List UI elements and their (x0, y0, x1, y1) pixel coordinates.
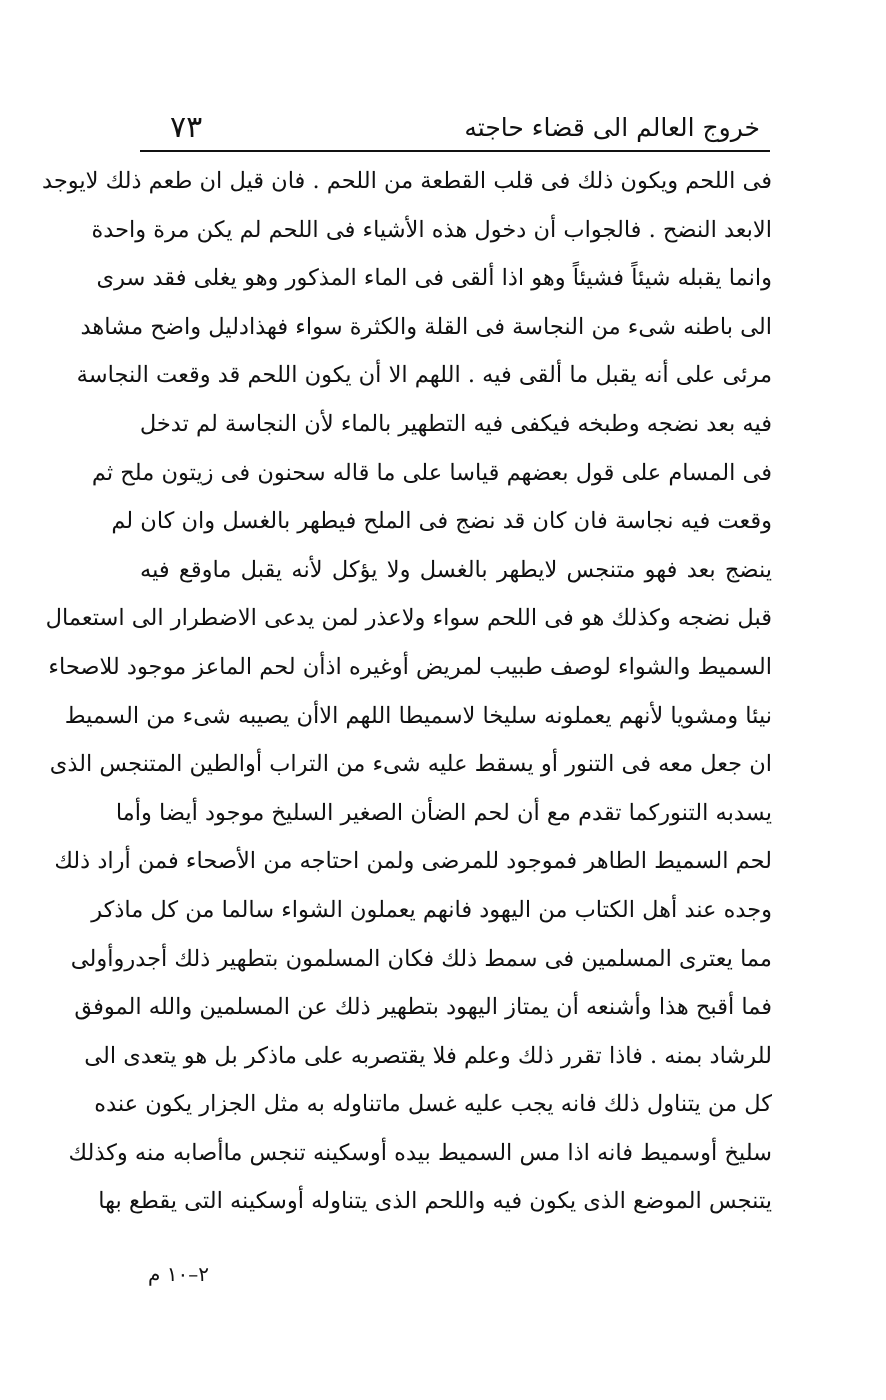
text-line: فى اللحم ويكون ذلك فى قلب القطعة من اللحم . فان قيل ان طعم ذلك لايوجد (42, 168, 772, 194)
text-line: وجده عند أهل الكتاب من اليهود فانهم يعملون الشواء سالما من كل ماذكر (91, 896, 772, 923)
text-line: للرشاد بمنه . فاذا تقرر ذلك وعلم فلا يقتصربه على ماذكر بل هو يتعدى الى (84, 1042, 772, 1069)
text-line: ان جعل معه فى التنور أو يسقط عليه شىء من التراب أوالطين المتنجس الذى (49, 751, 772, 778)
page-header (140, 108, 760, 148)
text-line: فما أقبح هذا وأشنعه أن يمتاز اليهود بتطهير ذلك عن المسلمين والله الموفق (74, 994, 772, 1021)
body-text (42, 157, 772, 1226)
running-title: خروج العالم الى قضاء حاجته (464, 113, 760, 142)
printer-signature: ٢–١٠ م (148, 1262, 209, 1286)
text-line: ينضج بعد فهو متنجس لايطهر بالغسل ولا يؤكل لأنه يقبل ماوقع فيه (140, 556, 772, 583)
text-line: فى المسام على قول بعضهم قياسا على ما قاله سحنون فى زيتون ملح ثم (91, 459, 772, 486)
text-line: وقعت فيه نجاسة فان كان قد نضج فى الملح فيطهر بالغسل وان كان لم (111, 508, 772, 535)
text-line: نيئا ومشويا لأنهم يعملونه سليخا لاسميطا اللهم الاأن يصيبه شىء من السميط (64, 702, 772, 729)
text-line: مما يعترى المسلمين فى سمط ذلك فكان المسلمون بتطهير ذلك أجدروأولى (70, 945, 772, 972)
text-line: السميط والشواء لوصف طبيب لمريض أوغيره اذأن لحم الماعز موجود للاصحاء (48, 653, 772, 680)
text-line: لحم السميط الطاهر فموجود للمرضى ولمن احتاجه من الأصحاء فمن أراد ذلك (54, 848, 772, 875)
text-line: فيه بعد نضجه وطبخه فيكفى فيه التطهير بالماء لأن النجاسة لم تدخل (139, 410, 772, 437)
page-number: ٧٣ (170, 110, 203, 145)
text-line: يتنجس الموضع الذى يكون فيه واللحم الذى يتناوله أوسكينه التى يقطع بها (98, 1188, 772, 1215)
text-line: يسدبه التنوركما تقدم مع أن لحم الضأن الصغير السليخ موجود أيضا وأما (115, 799, 772, 826)
text-line: سليخ أوسميط فانه اذا مس السميط بيده أوسكينه تنجس ماأصابه منه وكذلك (68, 1139, 772, 1166)
text-line: وانما يقبله شيئاً فشيئاً وهو اذا ألقى فى الماء المذكور وهو يغلى فقد سرى (96, 265, 772, 292)
header-rule (140, 150, 770, 152)
text-line: مرئى على أنه يقبل ما ألقى فيه . اللهم الا أن يكون اللحم قد وقعت النجاسة (76, 362, 772, 389)
text-line: قبل نضجه وكذلك هو فى اللحم سواء ولاعذر لمن يدعى الاضطرار الى استعمال (45, 605, 772, 632)
text-line: كل من يتناول ذلك فانه يجب عليه غسل ماتناوله به مثل الجزار يكون عنده (94, 1091, 772, 1118)
text-line: الابعد النضح . فالجواب أن دخول هذه الأشياء فى اللحم لم يكن مرة واحدة (91, 216, 772, 243)
text-line: الى باطنه شىء من النجاسة فى القلة والكثرة سواء فهذادليل واضح مشاهد (80, 313, 772, 340)
